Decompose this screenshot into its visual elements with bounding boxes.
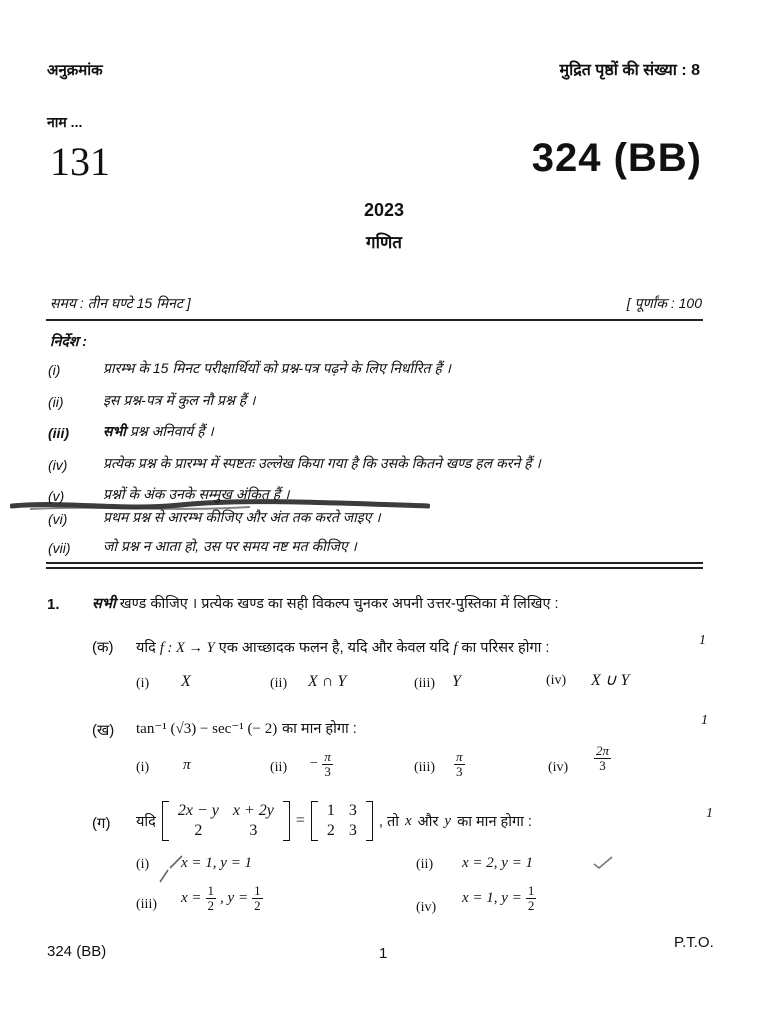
numerator: 1 (527, 883, 535, 898)
math-text: x = (181, 889, 202, 906)
part-kha-stem (136, 718, 357, 738)
instruction-text (103, 422, 214, 441)
stem-text: यदि (136, 640, 156, 656)
instruction-rest: प्रश्न अनिवार्य हैं । (125, 423, 214, 439)
fraction (206, 884, 217, 912)
instruction-num: (ii) (48, 394, 64, 410)
option-value (454, 750, 465, 778)
denominator: 2 (527, 897, 535, 913)
instruction-text: इस प्रश्न-पत्र में कुल नौ प्रश्न हैं । (103, 392, 256, 408)
instruction-num: (i) (48, 362, 61, 378)
option-value (594, 744, 611, 772)
part-label: (ख) (92, 722, 115, 739)
option-num: (ii) (270, 760, 288, 775)
option-num: (i) (136, 857, 150, 872)
fraction (252, 884, 263, 912)
option-value: π (183, 757, 191, 773)
roll-number-label: अनुक्रमांक (47, 62, 103, 79)
matrix-cell: x + 2y (232, 802, 274, 819)
numerator: 1 (254, 883, 261, 898)
option-num: (ii) (416, 857, 434, 872)
instruction-text: प्रश्नों के अंक उनके सम्मुख अंकित हैं । (103, 486, 290, 502)
option-num: (iv) (546, 673, 567, 688)
option-value (310, 750, 333, 778)
instruction-text: प्रारम्भ के 15 मिनट परीक्षार्थियों को प्रश्न-पत्र पढ़ने के लिए निर्धारित हैं । (103, 360, 451, 376)
matrix-cell: 3 (348, 802, 357, 819)
option-value: X ∩ Y (308, 673, 347, 690)
denominator: 3 (456, 763, 463, 779)
part-label: (ग) (92, 815, 111, 832)
stem-text: , तो (378, 814, 399, 830)
name-label (47, 113, 82, 132)
option-value: x = 1, y = 1 (181, 855, 253, 871)
instruction-num: (iii) (48, 425, 69, 441)
question-instruction (92, 593, 559, 613)
equals-sign: = (295, 812, 305, 829)
option-value: x = 2, y = 1 (462, 855, 534, 871)
code-left: 131 (50, 139, 110, 184)
exam-year: 2023 (363, 200, 405, 220)
matrix-a (162, 801, 290, 841)
pto-label: P.T.O. (674, 934, 714, 951)
instruction-num: (v) (48, 488, 65, 504)
matrix-cell: 3 (249, 822, 258, 839)
instruction-text: जो प्रश्न न आता हो, उस पर समय नष्ट मत कीजिए । (103, 538, 357, 554)
pencil-mark (156, 852, 186, 886)
stem-math: tan⁻¹ (√3) − sec⁻¹ (− 2) (136, 721, 278, 737)
stem-math: x (404, 812, 412, 829)
paper-code: 324 (BB) (531, 136, 702, 180)
question-bold: सभी (92, 596, 116, 612)
printed-pages-label: मुद्रित पृष्ठों की संख्या : 8 (559, 62, 700, 79)
stem-text: यदि (136, 814, 156, 830)
option-num: (iii) (414, 760, 435, 775)
matrix-cell: 2 (194, 822, 203, 839)
option-num: (i) (136, 676, 150, 691)
part-ka-stem (136, 637, 549, 657)
instruction-text: प्रत्येक प्रश्न के प्रारम्भ में स्पष्टतः उल्लेख किया गया है कि उसके कितने खण्ड हल करने हैं । (103, 455, 541, 471)
fraction (526, 884, 537, 912)
denominator: 2 (254, 897, 261, 913)
stem-text: का मान होगा : (457, 814, 532, 830)
matrix-b (311, 801, 373, 841)
option-num: (iv) (416, 900, 437, 915)
stem-text: और (417, 814, 439, 830)
matrix-cell: 2 (326, 822, 335, 839)
matrix-cell: 2x − y (177, 802, 219, 819)
option-value: X (181, 673, 191, 690)
instruction-bold: सभी (103, 423, 126, 439)
option-num: (i) (136, 760, 150, 775)
stem-text: एक आच्छादक फलन है, यदि और केवल यदि (218, 640, 450, 656)
question-text: खण्ड कीजिए । प्रत्येक खण्ड का सही विकल्प चुनकर अपनी उत्तर-पुस्तिका में लिखिए : (119, 596, 559, 612)
option-value (181, 884, 263, 912)
marks: 1 (706, 806, 713, 821)
numerator: π (456, 749, 463, 764)
fraction (454, 750, 465, 778)
part-label: (क) (92, 639, 114, 656)
fraction (594, 744, 611, 772)
denominator: 3 (599, 757, 606, 773)
option-value: X ∪ Y (591, 672, 630, 689)
divider-double-1 (46, 562, 703, 564)
stem-math: y (444, 812, 452, 829)
name-label-text: नाम . (47, 114, 75, 130)
part-ga-stem (136, 797, 532, 845)
page-number: 1 (379, 945, 388, 962)
footer-paper-code: 324 (BB) (47, 943, 107, 960)
denominator: 3 (324, 763, 331, 779)
option-value: Y (452, 673, 461, 690)
option-num: (ii) (270, 676, 288, 691)
instruction-num: (iv) (48, 457, 68, 473)
option-num: (iii) (136, 897, 157, 912)
instruction-num: (vii) (48, 540, 71, 556)
subject-title: गणित (366, 233, 402, 252)
math-text: x = 1, y = (462, 889, 522, 906)
name-dots: .. (74, 114, 83, 130)
marks: 1 (699, 633, 706, 648)
math-text: , y = (220, 889, 249, 906)
option-num: (iv) (548, 760, 569, 775)
marks: 1 (701, 713, 708, 728)
minus-sign: − (310, 756, 318, 772)
stem-math: f (453, 640, 458, 656)
ink-smear (10, 497, 430, 513)
instruction-num: (vi) (48, 511, 68, 527)
maximum-marks: [ पूर्णांक : 100 (626, 295, 702, 311)
numerator: 2π (596, 743, 610, 758)
denominator: 2 (207, 897, 215, 913)
pencil-tick (592, 854, 614, 870)
divider-top (46, 319, 703, 321)
option-num: (iii) (414, 676, 435, 691)
matrix-cell: 3 (348, 822, 357, 839)
stem-text: का मान होगा : (281, 721, 357, 737)
fraction (322, 750, 333, 778)
instruction-text: प्रथम प्रश्न से आरम्भ कीजिए और अंत तक करते जाइए । (103, 509, 381, 525)
option-value (462, 884, 536, 912)
divider-double-2 (46, 567, 703, 569)
stem-text: का परिसर होगा : (461, 640, 550, 656)
time-allowed: समय : तीन घण्टे 15 मिनट ] (50, 295, 191, 311)
stem-math: f : X → Y (159, 640, 215, 656)
numerator: π (324, 749, 331, 764)
question-number: 1. (47, 596, 60, 613)
matrix-cell: 1 (326, 802, 335, 819)
instructions-heading: निर्देश : (50, 333, 87, 349)
numerator: 1 (207, 883, 215, 898)
